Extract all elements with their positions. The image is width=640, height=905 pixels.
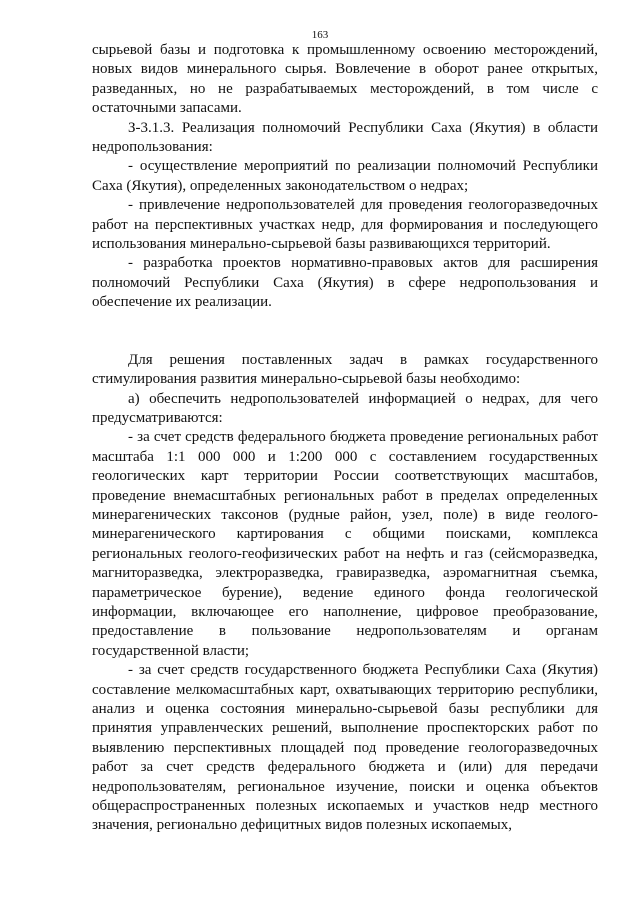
list-item: - за счет средств федерального бюджета проведение региональных работ масштаба 1:1 000 000 и 1:200 000 с составлением государственных геологических карт территории России соответствующих масштабов, проведение внемасштабных региональных работ в пределах определенных минерагенических таксонов (рудные район, узел, поле) в виде геолого-минерагенического картирования с общими поисками, комплекса региональных геолого-геофизических работ на нефть и газ (сейсморазведка, магниторазведка, электроразведка, гравиразведка, аэромагнитная съемка, параметрическое бурение), ведение единого фонда геологической информации, включающее его наполнение, цифровое преобразование, предоставление в пользование недропользователям и органам государственной власти;	[92, 429, 598, 659]
section-heading-3-3-1-3: З-3.1.3. Реализация полномочий Республики Саха (Якутия) в области недропользования:	[92, 119, 598, 156]
list-item: - разработка проектов нормативно-правовых актов для расширения полномочий Республики Саха (Якутия) в сфере недропользования и обеспечение их реализации.	[92, 255, 598, 311]
paragraph-continuation: сырьевой базы и подготовка к промышленному освоению месторождений, новых видов минерального сырья. Вовлечение в оборот ранее открытых, разведанных, но не разрабатываемых месторождений, в том числе с остаточными запасами.	[92, 42, 598, 117]
list-item: - осуществление мероприятий по реализации полномочий Республики Саха (Якутия), определенных законодательством о недрах;	[92, 158, 598, 194]
list-item-a: а) обеспечить недропользователей информацией о недрах, для чего предусматриваются:	[92, 390, 598, 426]
paragraph-intro: Для решения поставленных задач в рамках государственного стимулирования развития минерально-сырьевой базы необходимо:	[92, 351, 598, 388]
paragraph-gap	[92, 313, 598, 351]
page-number: 163	[311, 29, 329, 41]
document-body	[92, 41, 598, 836]
list-item: - привлечение недропользователей для проведения геологоразведочных работ на перспективных участках недр, для формирования и последующего использования минерально-сырьевой базы развивающихся территорий.	[92, 197, 598, 253]
list-item: - за счет средств государственного бюджета Республики Саха (Якутия) составление мелкомасштабных карт, охватывающих территорию республики, анализ и оценка состояния минерально-сырьевой базы республики для принятия управленческих решений, выполнение проспекторских работ по выявлению перспективных площадей под проведение геологоразведочных работ за счет средств федерального бюджета и (или) для передачи недропользователям, региональное изучение, поиски и оценка объектов общераспространенных полезных ископаемых и участков недр местного значения, регионально дефицитных видов полезных ископаемых,	[92, 662, 598, 834]
